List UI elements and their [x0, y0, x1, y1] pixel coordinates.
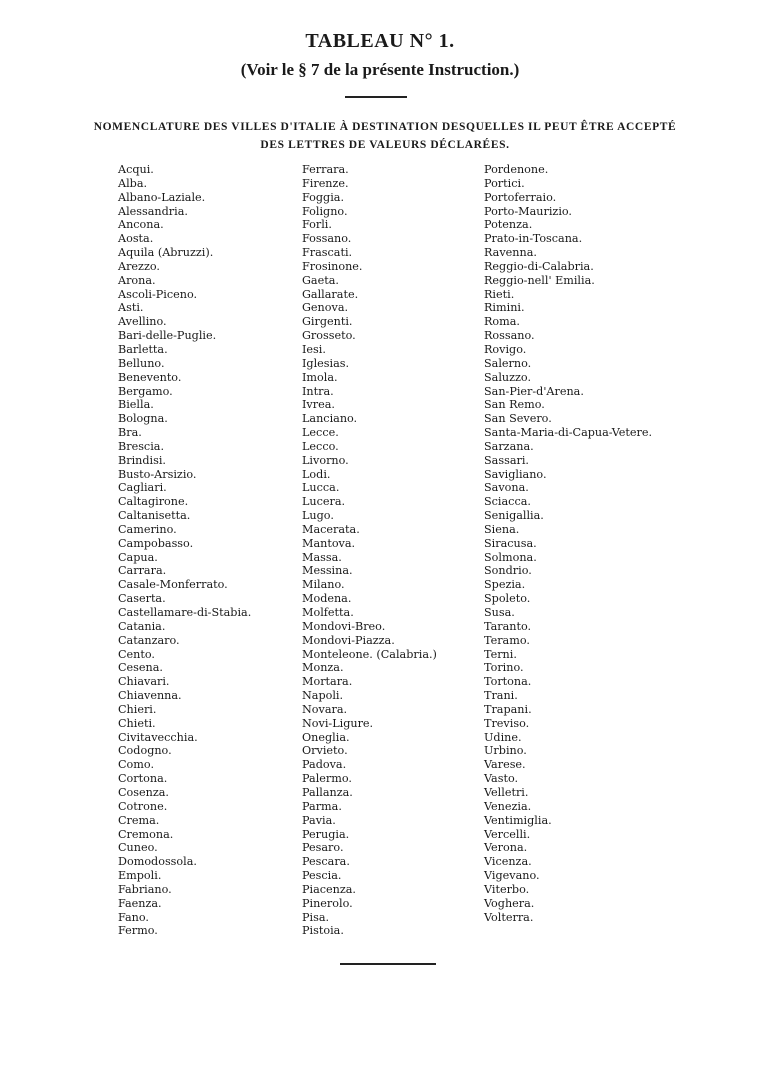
city-item: Sciacca.: [484, 495, 531, 509]
city-item: Belluno.: [118, 356, 165, 370]
city-item: Monteleone. (Calabria.): [302, 647, 437, 661]
city-item: Asti.: [118, 301, 144, 315]
city-item: Ferrara.: [302, 163, 349, 176]
city-item: Pordenone.: [484, 163, 549, 176]
city-item: Tortona.: [484, 675, 532, 689]
city-item: Savona.: [484, 481, 529, 495]
city-item: Sassari.: [484, 453, 529, 467]
city-item: Napoli.: [302, 689, 344, 703]
city-item: Frosinone.: [302, 259, 363, 273]
city-item: Rimini.: [484, 301, 525, 315]
city-item: Cagliari.: [118, 481, 167, 495]
city-item: Iesi.: [302, 342, 326, 356]
city-item: Codogno.: [118, 744, 172, 758]
city-item: Pescara.: [302, 855, 350, 869]
city-item: Pavia.: [302, 813, 336, 827]
city-item: Cotrone.: [118, 799, 168, 813]
city-item: Alba.: [118, 176, 148, 190]
city-item: Aquila (Abruzzi).: [118, 246, 214, 260]
city-item: Foligno.: [302, 204, 348, 218]
city-item: Viterbo.: [484, 882, 530, 896]
city-item: Firenze.: [302, 176, 349, 190]
city-item: Milano.: [302, 578, 345, 592]
city-item: Fossano.: [302, 232, 352, 246]
city-item: Empoli.: [118, 869, 162, 883]
city-item: Mondovi-Breo.: [302, 619, 386, 633]
city-item: Modena.: [302, 592, 352, 606]
city-item: Catanzaro.: [118, 633, 180, 647]
city-item: Potenza.: [484, 218, 533, 232]
city-item: Camerino.: [118, 522, 177, 536]
city-item: Fermo.: [118, 924, 158, 938]
city-item: Mortara.: [302, 675, 353, 689]
city-item: Fabriano.: [118, 882, 172, 896]
city-item: Girgenti.: [302, 315, 353, 329]
city-item: Lecco.: [302, 439, 339, 453]
city-item: Sondrio.: [484, 564, 532, 578]
city-item: Senigallia.: [484, 509, 544, 523]
city-item: Santa-Maria-di-Capua-Vetere.: [484, 426, 653, 440]
city-item: Parma.: [302, 799, 342, 813]
city-item: Chieti.: [118, 716, 156, 730]
city-item: Treviso.: [484, 716, 530, 730]
city-item: Pallanza.: [302, 785, 353, 799]
city-item: Pinerolo.: [302, 896, 353, 910]
city-item: Faenza.: [118, 896, 162, 910]
city-item: Varese.: [484, 758, 526, 772]
city-item: Brindisi.: [118, 453, 166, 467]
city-item: Benevento.: [118, 370, 182, 384]
city-item: San Severo.: [484, 412, 552, 426]
city-item: Massa.: [302, 550, 342, 564]
city-item: Genova.: [302, 301, 349, 315]
list-heading-line-2: DES LETTRES DE VALEURS DÉCLARÉES.: [260, 139, 510, 151]
city-item: Avellino.: [118, 315, 167, 329]
footer-divider: [340, 963, 436, 965]
city-item: Domodossola.: [118, 855, 197, 869]
city-item: Novara.: [302, 702, 348, 716]
city-item: Messina.: [302, 564, 353, 578]
city-item: Lodi.: [302, 467, 331, 481]
city-item: Cosenza.: [118, 785, 169, 799]
city-item: Gaeta.: [302, 273, 339, 287]
city-item: Civitavecchia.: [118, 730, 198, 744]
city-item: Vicenza.: [484, 855, 532, 869]
city-item: Monza.: [302, 661, 344, 675]
city-item: Siracusa.: [484, 536, 537, 550]
city-item: Cuneo.: [118, 841, 158, 855]
city-item: Foggia.: [302, 190, 345, 204]
city-item: Reggio-di-Calabria.: [484, 259, 594, 273]
city-item: Torino.: [484, 661, 524, 675]
city-item: Capua.: [118, 550, 158, 564]
city-item: Lugo.: [302, 509, 334, 523]
city-item: Cremona.: [118, 827, 174, 841]
city-item: Ivrea.: [302, 398, 335, 412]
page-title: TABLEAU N° 1.: [305, 30, 455, 52]
city-item: Ascoli-Piceno.: [118, 287, 198, 301]
city-item: Pisa.: [302, 910, 330, 924]
city-item: Roma.: [484, 315, 520, 329]
city-item: Portici.: [484, 176, 525, 190]
city-item: San-Pier-d'Arena.: [484, 384, 584, 398]
city-item: Bologna.: [118, 412, 168, 426]
city-item: Pistoia.: [302, 924, 344, 938]
city-item: Orvieto.: [302, 744, 348, 758]
city-item: Prato-in-Toscana.: [484, 232, 583, 246]
city-item: Siena.: [484, 522, 520, 536]
city-item: Trani.: [484, 689, 518, 703]
city-item: Iglesias.: [302, 356, 350, 370]
city-item: Urbino.: [484, 744, 527, 758]
city-item: Vercelli.: [484, 827, 531, 841]
city-item: Mantova.: [302, 536, 356, 550]
city-item: Aosta.: [118, 232, 154, 246]
city-item: Ancona.: [118, 218, 164, 232]
city-item: Mondovi-Piazza.: [302, 633, 395, 647]
city-item: Padova.: [302, 758, 347, 772]
city-item: Campobasso.: [118, 536, 194, 550]
city-item: Alessandria.: [118, 204, 188, 218]
city-item: Bra.: [118, 426, 142, 440]
city-item: Gallarate.: [302, 287, 359, 301]
city-item: Rossano.: [484, 329, 535, 343]
city-item: Spoleto.: [484, 592, 531, 606]
page-subtitle: (Voir le § 7 de la présente Instruction.): [240, 60, 520, 79]
city-item: Novi-Ligure.: [302, 716, 374, 730]
title-divider: [345, 96, 407, 98]
city-item: Carrara.: [118, 564, 167, 578]
city-item: Rieti.: [484, 287, 515, 301]
city-item: Susa.: [484, 606, 515, 619]
city-item: Caltagirone.: [118, 495, 189, 509]
city-item: Vigevano.: [484, 869, 540, 883]
city-item: Perugia.: [302, 827, 350, 841]
city-item: San Remo.: [484, 398, 545, 412]
city-item: Piacenza.: [302, 882, 356, 896]
city-item: Forli.: [302, 218, 332, 232]
city-item: Chieri.: [118, 702, 157, 716]
list-heading-line-1: NOMENCLATURE DES VILLES D'ITALIE À DESTINATION DESQUELLES IL PEUT ÊTRE ACCEPTÉ: [93, 121, 677, 133]
city-item: Saluzzo.: [484, 370, 532, 384]
city-item: Lucca.: [302, 481, 340, 495]
city-item: Molfetta.: [302, 606, 354, 619]
city-item: Arona.: [118, 273, 156, 287]
city-item: Castellamare-di-Stabia.: [118, 606, 252, 619]
city-item: Macerata.: [302, 522, 360, 536]
city-item: Vasto.: [484, 772, 519, 786]
city-item: Trapani.: [484, 702, 532, 716]
city-item: Voghera.: [484, 896, 535, 910]
city-item: Volterra.: [484, 910, 534, 924]
city-item: Bari-delle-Puglie.: [118, 329, 217, 343]
city-item: Verona.: [484, 841, 528, 855]
city-item: Cento.: [118, 647, 155, 661]
city-item: Bergamo.: [118, 384, 173, 398]
city-item: Oneglia.: [302, 730, 350, 744]
city-item: Cortona.: [118, 772, 168, 786]
city-item: Cesena.: [118, 661, 163, 675]
city-item: Intra.: [302, 384, 334, 398]
list-heading: [60, 118, 710, 154]
city-item: Arezzo.: [118, 259, 160, 273]
city-item: Sarzana.: [484, 439, 534, 453]
city-item: Frascati.: [302, 246, 353, 260]
city-item: Velletri.: [484, 785, 529, 799]
city-item: Venezia.: [484, 799, 532, 813]
city-item: Taranto.: [484, 619, 532, 633]
city-item: Ravenna.: [484, 246, 537, 260]
city-item: Chiavari.: [118, 675, 170, 689]
city-item: Spezia.: [484, 578, 526, 592]
city-item: Livorno.: [302, 453, 349, 467]
city-item: Chiavenna.: [118, 689, 182, 703]
city-item: Imola.: [302, 370, 338, 384]
city-item: Terni.: [484, 647, 517, 661]
city-item: Teramo.: [484, 633, 530, 647]
city-item: Fano.: [118, 910, 149, 924]
city-item: Caltanisetta.: [118, 509, 191, 523]
city-item: Udine.: [484, 730, 522, 744]
city-item: Grosseto.: [302, 329, 356, 343]
city-item: Como.: [118, 758, 154, 772]
city-item: Salerno.: [484, 356, 532, 370]
city-item: Solmona.: [484, 550, 537, 564]
city-item: Porto-Maurizio.: [484, 204, 572, 218]
city-item: Brescia.: [118, 439, 165, 453]
city-item: Caserta.: [118, 592, 166, 606]
city-column-3: [484, 163, 652, 924]
city-item: Ventimiglia.: [484, 813, 552, 827]
city-item: Barletta.: [118, 342, 168, 356]
city-item: Acqui.: [118, 163, 154, 176]
city-item: Rovigo.: [484, 342, 527, 356]
city-column-1: [118, 163, 251, 938]
city-item: Pesaro.: [302, 841, 344, 855]
city-item: Casale-Monferrato.: [118, 578, 228, 592]
city-item: Palermo.: [302, 772, 352, 786]
city-item: Lucera.: [302, 495, 346, 509]
city-item: Lecce.: [302, 426, 339, 440]
city-item: Albano-Laziale.: [118, 190, 206, 204]
city-column-2: [302, 163, 437, 938]
city-item: Reggio-nell' Emilia.: [484, 273, 595, 287]
city-item: Crema.: [118, 813, 160, 827]
city-item: Lanciano.: [302, 412, 358, 426]
city-item: Busto-Arsizio.: [118, 467, 197, 481]
city-item: Pescia.: [302, 869, 342, 883]
city-item: Catania.: [118, 619, 166, 633]
city-item: Biella.: [118, 398, 154, 412]
city-item: Portoferraio.: [484, 190, 557, 204]
city-item: Savigliano.: [484, 467, 547, 481]
